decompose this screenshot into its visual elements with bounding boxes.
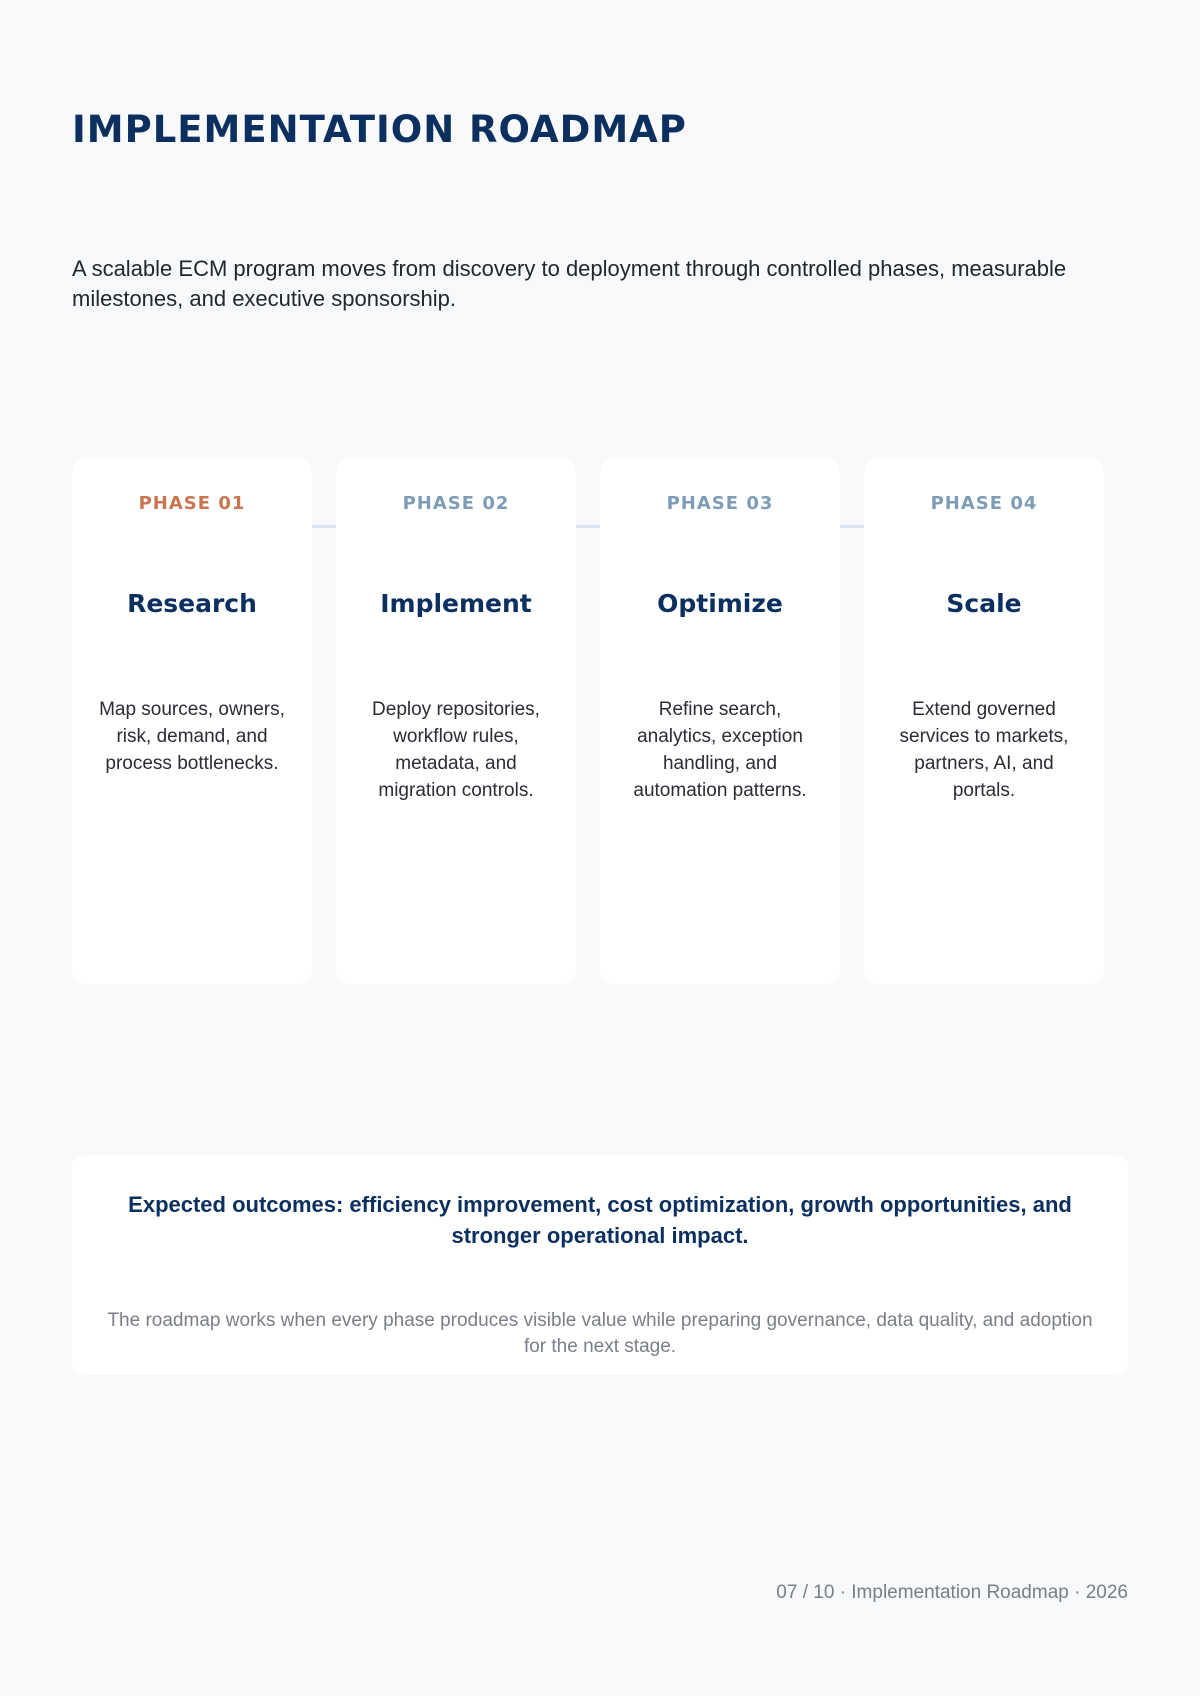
phase-card-optimize — [600, 458, 840, 984]
outcomes-note: The roadmap works when every phase produces visible value while preparing governance, data quality, and adoption for the next stage. — [107, 1310, 1093, 1357]
phase-label: PHASE 01 — [138, 493, 246, 514]
phase-card-scale — [864, 458, 1104, 984]
phase-label: PHASE 04 — [930, 493, 1038, 514]
page-title: IMPLEMENTATION ROADMAP — [72, 108, 687, 151]
phase-connector — [312, 525, 336, 528]
outcomes-headline: Expected outcomes: efficiency improvement, cost optimization, growth opportunities, and stronger operational impact. — [128, 1192, 1072, 1248]
phase-description: Refine search, analytics, exception handling, and automation patterns. — [633, 699, 807, 801]
phase-description: Deploy repositories, workflow rules, metadata, and migration controls. — [372, 699, 540, 801]
phase-label: PHASE 03 — [666, 493, 774, 514]
outcomes-panel — [72, 1155, 1128, 1375]
phase-description: Map sources, owners, risk, demand, and process bottlenecks. — [99, 699, 285, 774]
phase-connector — [576, 525, 600, 528]
phase-label: PHASE 02 — [402, 493, 510, 514]
phase-description: Extend governed services to markets, partners, AI, and portals. — [899, 699, 1069, 801]
page-footer: 07 / 10 · Implementation Roadmap · 2026 — [776, 1582, 1128, 1603]
phase-title: Implement — [380, 589, 532, 618]
intro-paragraph: A scalable ECM program moves from discovery to deployment through controlled phases, measurable milestones, and executive sponsorship. — [72, 256, 1067, 311]
phase-card-implement — [336, 458, 576, 984]
phase-title: Optimize — [657, 589, 783, 618]
phase-title: Scale — [946, 589, 1022, 618]
phase-card-research — [72, 458, 312, 984]
phase-title: Research — [127, 589, 257, 618]
phase-connector — [840, 525, 864, 528]
